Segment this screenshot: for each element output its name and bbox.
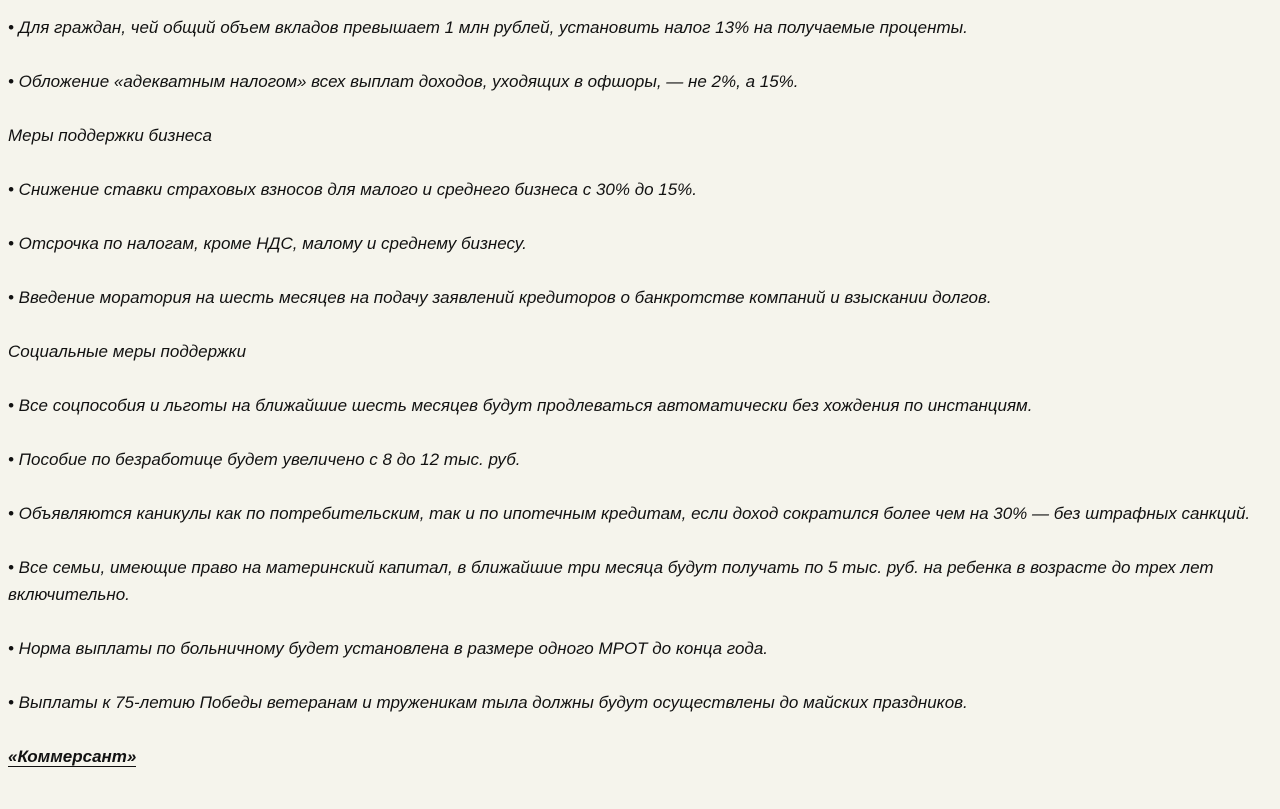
source-link[interactable]: «Коммерсант» <box>8 747 137 766</box>
paragraph-veterans: • Выплаты к 75-летию Победы ветеранам и труженикам тыла должны будут осуществлены до майских праздников. <box>8 693 968 712</box>
paragraph-offshore-tax: • Обложение «адекватным налогом» всех выплат доходов, уходящих в офшоры, — не 2%, а 15%. <box>8 72 799 91</box>
paragraph-insurance-rate: • Снижение ставки страховых взносов для малого и среднего бизнеса с 30% до 15%. <box>8 180 698 199</box>
paragraph-benefits-extension: • Все соцпособия и льготы на ближайшие шесть месяцев будут продлеваться автоматически без хождения по инстанциям. <box>8 396 1033 415</box>
paragraph-tax-deferral: • Отсрочка по налогам, кроме НДС, малому и среднему бизнесу. <box>8 234 527 253</box>
section-heading-social: Социальные меры поддержки <box>8 342 247 361</box>
paragraph-maternity-capital: • Все семьи, имеющие право на материнский капитал, в ближайшие три месяца будут получать по 5 тыс. руб. на ребенка в возрасте до трех лет включительно. <box>8 558 1214 604</box>
paragraph-bankruptcy-moratorium: • Введение моратория на шесть месяцев на подачу заявлений кредиторов о банкротстве компаний и взыскании долгов. <box>8 288 992 307</box>
paragraph-unemployment: • Пособие по безработице будет увеличено с 8 до 12 тыс. руб. <box>8 450 521 469</box>
section-heading-business: Меры поддержки бизнеса <box>8 126 213 145</box>
paragraph-sick-leave: • Норма выплаты по больничному будет установлена в размере одного МРОТ до конца года. <box>8 639 769 658</box>
paragraph-tax-deposits: • Для граждан, чей общий объем вкладов превышает 1 млн рублей, установить налог 13% на получаемые проценты. <box>8 18 968 37</box>
paragraph-credit-holidays: • Объявляются каникулы как по потребительским, так и по ипотечным кредитам, если доход сократился более чем на 30% — без штрафных санкций. <box>8 504 1251 523</box>
